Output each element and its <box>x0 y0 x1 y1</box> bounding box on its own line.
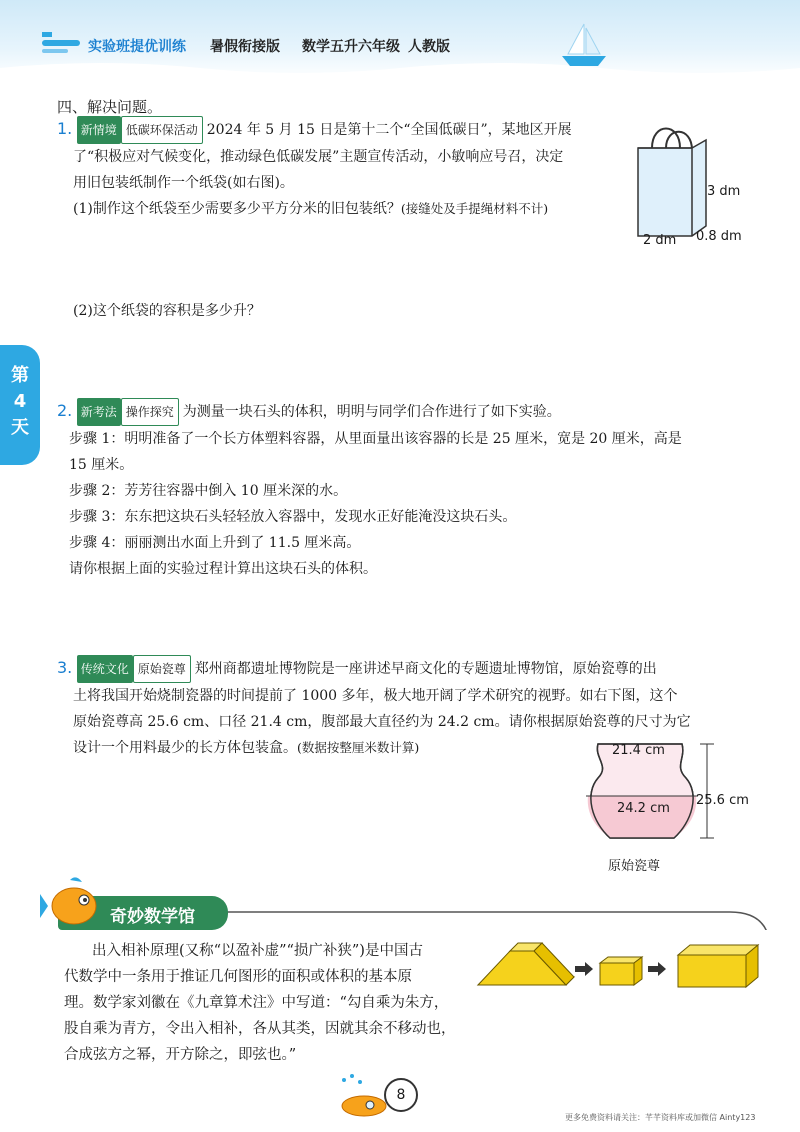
museum-text-line: 股自乘为青方，令出入相补，各从其类，因就其余不移动也， <box>64 1021 456 1037</box>
cuboid-shape <box>678 945 758 987</box>
museum-text-line: 代数学中一条用于推证几何图形的面积或体积的基本原 <box>64 969 412 985</box>
question-text-line: 用旧包装纸制作一个纸袋(如右图)。 <box>73 175 294 191</box>
bag-length-label: 2 dm <box>643 233 677 248</box>
tag-secondary: 低碳环保活动 <box>121 116 203 144</box>
vase-mouth-label: 21.4 cm <box>612 743 665 758</box>
bag-width-label: 0.8 dm <box>696 229 742 244</box>
blocks-illustration <box>474 935 774 995</box>
tag-secondary: 原始瓷尊 <box>133 655 191 683</box>
step-line: 请你根据上面的实验过程计算出这块石头的体积。 <box>69 561 377 577</box>
vase-belly-label: 24.2 cm <box>617 801 670 816</box>
question-number: 1. <box>57 119 73 138</box>
museum-text <box>64 938 484 1068</box>
side-tab-char: 第 <box>11 365 29 386</box>
trapezoid-prism-shape <box>478 943 574 985</box>
series-title: 实验班提优训练 <box>88 39 186 55</box>
logo-icon <box>40 30 84 56</box>
small-cube-shape <box>600 957 642 985</box>
question-2 <box>57 398 757 582</box>
step-line: 15 厘米。 <box>69 457 134 473</box>
museum-text-line: 合成弦方之幂，开方除之，即弦也。” <box>64 1047 297 1063</box>
sub-question-1: (1)制作这个纸袋至少需要多少平方分米的旧包装纸？ <box>73 201 401 217</box>
question-text-line: 了“积极应对气候变化，推动绿色低碳发展”主题宣传活动，小敏响应号召，决定 <box>73 149 564 165</box>
tag-primary: 新情境 <box>77 116 121 144</box>
question-number: 2. <box>57 401 73 420</box>
question-note: (数据按整厘米数计算) <box>297 740 420 755</box>
question-text-line: 2024 年 5 月 15 日是第十二个“全国低碳日”，某地区开展 <box>206 122 572 138</box>
subject-label: 数学五升六年级 <box>302 39 400 55</box>
step-line: 步骤 1：明明准备了一个长方体塑料容器，从里面量出该容器的长是 25 厘米，宽是 20 厘米，高是 <box>69 431 682 447</box>
day-side-tab <box>0 345 40 465</box>
sailboat-icon <box>556 22 612 72</box>
sub-question-2: (2)这个纸袋的容积是多少升？ <box>73 303 261 319</box>
side-tab-char: 4 <box>13 391 27 412</box>
page-number: 8 <box>384 1078 418 1112</box>
vase-height-label: 25.6 cm <box>696 793 749 808</box>
step-line: 步骤 4：丽丽测出水面上升到了 11.5 厘米高。 <box>69 535 361 551</box>
section-title: 四、解决问题。 <box>57 98 163 116</box>
edition-label: 暑假衔接版 <box>210 39 280 55</box>
tag-secondary: 操作探究 <box>121 398 179 426</box>
question-1 <box>57 116 617 222</box>
tag-primary: 传统文化 <box>77 655 133 683</box>
vase-caption: 原始瓷尊 <box>608 859 661 874</box>
question-text-line: 土将我国开始烧制瓷器的时间提前了 1000 多年，极大地开阔了学术研究的视野。如右下图，这个 <box>73 688 678 704</box>
side-tab-char: 天 <box>11 417 29 438</box>
right-arrow-icon <box>575 962 593 976</box>
question-text-line: 为测量一块石头的体积，明明与同学们合作进行了如下实验。 <box>182 404 561 420</box>
question-text-line: 郑州商都遗址博物院是一座讲述早商文化的专题遗址博物馆，原始瓷尊的出 <box>194 661 657 677</box>
submarine-mascot-icon <box>330 1072 390 1122</box>
fish-mascot-icon <box>40 874 106 934</box>
step-line: 步骤 3：东东把这块石头轻轻放入容器中，发现水正好能淹没这块石头。 <box>69 509 517 525</box>
question-text-line: 原始瓷尊高 25.6 cm、口径 21.4 cm，腹部最大直径约为 24.2 cm。请你根据原始瓷尊的尺寸为它 <box>73 714 691 730</box>
paper-bag-figure <box>630 118 720 243</box>
sub-question-note: (接缝处及手提绳材料不计) <box>400 201 549 216</box>
header-wave-decoration <box>0 58 800 84</box>
question-number: 3. <box>57 658 73 677</box>
museum-text-line: 出入相补原理(又称“以盈补虚”“损广补狭”)是中国古 <box>92 943 423 959</box>
publisher-label: 人教版 <box>408 39 450 55</box>
right-arrow-icon <box>648 962 666 976</box>
museum-title: 奇妙数学馆 <box>110 907 195 927</box>
museum-text-line: 理。数学家刘徽在《九章算术注》中写道：“勾自乘为朱方， <box>64 995 449 1011</box>
step-line: 步骤 2：芳芳往容器中倒入 10 厘米深的水。 <box>69 483 348 499</box>
question-text-line: 设计一个用料最少的长方体包装盒。 <box>73 740 297 756</box>
bag-height-label: 3 dm <box>707 184 741 199</box>
tag-primary: 新考法 <box>77 398 121 426</box>
footnote: 更多免费资料请关注：芊芊资料库或加微信 Ainty123 <box>565 1113 756 1122</box>
